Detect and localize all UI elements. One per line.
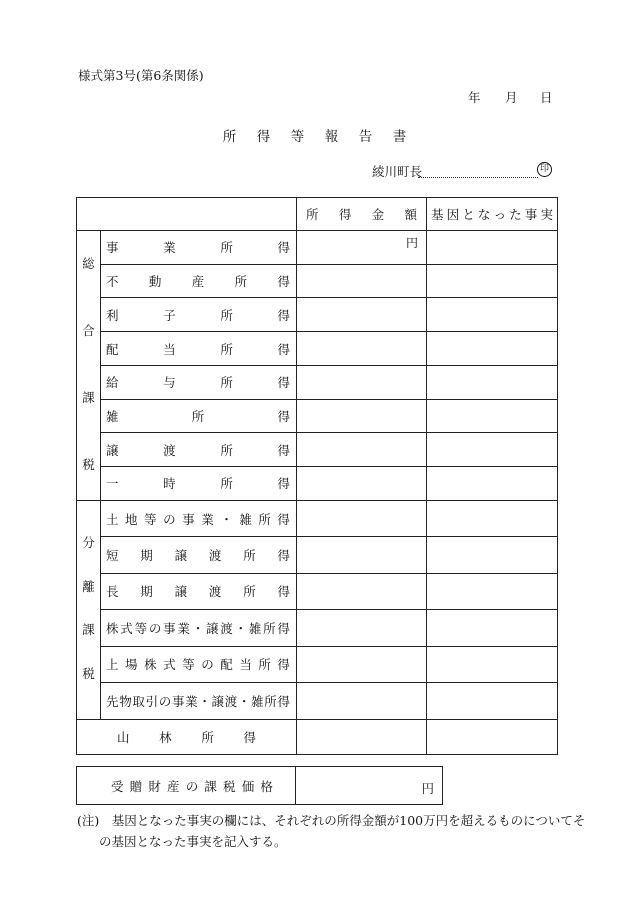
income-type-char: 得	[277, 408, 290, 424]
income-type-char: 所	[264, 693, 277, 709]
income-amount-field[interactable]	[297, 610, 427, 646]
income-type-char: ・	[237, 693, 251, 709]
income-type-char: 上	[106, 657, 119, 673]
category-char: 課	[82, 622, 95, 638]
table-row	[77, 264, 558, 298]
income-type-char: 子	[163, 307, 176, 323]
income-type-label	[101, 332, 297, 366]
income-type-char: 所	[220, 341, 233, 357]
gift-label-char: 産	[167, 778, 180, 794]
income-type-char: 渡	[224, 693, 238, 709]
income-type-char: 時	[163, 476, 176, 492]
income-type-char: 所	[234, 274, 248, 290]
header-fact-char: 基	[431, 207, 444, 222]
forest-income-char: 林	[159, 729, 172, 745]
gift-label-char: 価	[241, 778, 255, 794]
addressee: 綾川町長	[372, 164, 423, 179]
gift-label-char: 格	[260, 778, 273, 794]
basis-fact-field[interactable]	[427, 537, 558, 573]
note-line-2: の基因となった事実を記入する。	[99, 834, 287, 849]
income-type-label	[101, 264, 297, 298]
header-amount-char: 所	[306, 207, 319, 222]
income-type-char: 所	[220, 375, 233, 391]
category-bunri-kazei	[77, 500, 101, 719]
income-type-char: ・	[198, 693, 211, 709]
header-fact-char: た	[509, 207, 522, 222]
income-type-char: 得	[277, 511, 290, 527]
header-amount-char: 金	[371, 207, 385, 222]
income-type-char: 譲	[174, 547, 188, 563]
income-type-char: 得	[277, 442, 290, 458]
income-type-char: 譲	[106, 442, 119, 458]
table-row	[77, 399, 558, 433]
document-title	[0, 125, 630, 145]
income-type-label	[101, 646, 297, 682]
title-char: 報	[324, 129, 340, 145]
income-type-char: 配	[220, 657, 233, 673]
income-type-char: 等	[182, 657, 195, 673]
forest-fact-field[interactable]	[427, 719, 558, 754]
category-char: 分	[82, 535, 95, 551]
title-char: 得	[256, 129, 272, 145]
gift-label-char: 税	[223, 778, 236, 794]
header-fact-char: 実	[540, 207, 553, 222]
header-fact-char: と	[462, 207, 475, 222]
yen-unit: 円	[405, 236, 418, 250]
income-amount-field[interactable]	[297, 646, 427, 682]
income-type-char: 所	[191, 408, 205, 424]
table-row	[77, 231, 558, 265]
income-type-char: 配	[106, 341, 119, 357]
income-type-char: の	[148, 620, 162, 636]
basis-fact-field[interactable]	[427, 610, 558, 646]
income-type-char: の	[201, 657, 214, 673]
income-type-char: 雑	[106, 408, 119, 424]
income-type-char: 譲	[174, 584, 188, 600]
income-type-char: 業	[163, 240, 176, 256]
income-type-char: 業	[201, 511, 214, 527]
income-type-char: 得	[277, 476, 290, 492]
income-type-char: 得	[277, 693, 290, 709]
income-type-char: 等	[134, 620, 148, 636]
table-row	[77, 332, 558, 366]
header-fact-char: 事	[524, 207, 538, 222]
category-char: 合	[82, 322, 95, 338]
income-type-char: 株	[106, 620, 119, 636]
income-type-char: 所	[258, 511, 271, 527]
date-day-label: 日	[540, 90, 553, 105]
table-row	[77, 573, 558, 609]
form-number: 様式第3号(第6条関係)	[78, 68, 204, 83]
title-char: 所	[222, 129, 238, 145]
forest-income-char: 所	[201, 729, 214, 745]
basis-fact-field[interactable]	[427, 399, 558, 433]
income-type-char: 渡	[208, 547, 222, 563]
income-type-char: 不	[106, 274, 119, 290]
income-type-char: ・	[191, 620, 205, 636]
income-amount-field[interactable]	[297, 231, 427, 265]
income-type-char: 土	[106, 511, 119, 527]
income-amount-field[interactable]	[297, 433, 427, 467]
income-type-char: 所	[258, 657, 271, 673]
income-type-char: の	[163, 511, 176, 527]
gift-amount-field[interactable]	[296, 767, 443, 805]
income-table	[76, 197, 558, 755]
income-type-char: 当	[239, 657, 252, 673]
forest-income-char: 山	[117, 729, 130, 745]
income-type-label	[101, 365, 297, 399]
signature-line	[418, 177, 538, 178]
gift-label-char: 受	[111, 778, 124, 794]
title-char: 告	[358, 129, 374, 145]
income-type-char: 事	[171, 693, 185, 709]
income-type-char: 取	[132, 693, 145, 709]
income-type-char: 雑	[251, 693, 264, 709]
basis-fact-field[interactable]	[427, 332, 558, 366]
basis-fact-field[interactable]	[427, 646, 558, 682]
income-type-char: 所	[243, 584, 256, 600]
table-row	[77, 537, 558, 573]
income-type-char: 得	[277, 620, 290, 636]
income-type-char: 業	[177, 620, 190, 636]
income-type-char: 給	[106, 375, 119, 391]
income-type-char: 利	[106, 307, 119, 323]
income-type-label	[101, 683, 297, 720]
table-row	[77, 610, 558, 646]
table-row	[77, 500, 558, 536]
gift-label-char: 財	[148, 778, 161, 794]
income-type-char: ・	[220, 511, 233, 527]
basis-fact-field[interactable]	[427, 500, 558, 536]
income-type-char: 長	[106, 584, 119, 600]
gift-label-char: の	[185, 778, 199, 794]
table-row	[77, 467, 558, 501]
table-row	[77, 365, 558, 399]
header-fact-char: な	[477, 207, 491, 222]
income-type-char: 渡	[208, 584, 222, 600]
income-type-char: 得	[277, 240, 290, 256]
header-fact	[427, 198, 558, 231]
gift-label-char: 課	[204, 778, 217, 794]
income-type-char: の	[158, 693, 172, 709]
income-type-char: 当	[163, 341, 176, 357]
income-amount-field[interactable]	[297, 332, 427, 366]
income-amount-field[interactable]	[297, 537, 427, 573]
title-char: 等	[290, 129, 306, 145]
income-type-char: 引	[145, 693, 159, 709]
forest-amount-field[interactable]	[297, 719, 427, 754]
header-fact-char: っ	[493, 207, 507, 222]
income-type-char: 動	[148, 274, 162, 290]
income-type-char: 雑	[239, 511, 252, 527]
income-type-label	[101, 610, 297, 646]
income-type-char: 等	[144, 511, 157, 527]
income-type-char: 所	[220, 442, 233, 458]
income-type-char: 式	[120, 620, 133, 636]
gift-table	[76, 766, 443, 805]
income-amount-field[interactable]	[297, 573, 427, 609]
income-type-char: 得	[277, 274, 290, 290]
income-amount-field[interactable]	[297, 365, 427, 399]
income-amount-field[interactable]	[297, 467, 427, 501]
header-amount-char: 得	[338, 207, 352, 222]
header-fact-char: 因	[446, 207, 460, 222]
income-type-label	[101, 467, 297, 501]
basis-fact-field[interactable]	[427, 573, 558, 609]
gift-label-cell	[77, 767, 296, 805]
income-type-char: 所	[220, 307, 233, 323]
income-type-char: 得	[277, 584, 290, 600]
category-char: 税	[82, 666, 95, 682]
income-type-char: 場	[125, 657, 138, 673]
income-type-char: 短	[106, 547, 119, 563]
header-amount	[297, 198, 427, 231]
income-type-char: 所	[243, 547, 256, 563]
income-type-label	[101, 433, 297, 467]
basis-fact-field[interactable]	[427, 231, 558, 265]
income-type-char: 得	[277, 547, 290, 563]
note-line-1: (注) 基因となった事実の欄には、それぞれの所得金額が100万円を超えるものについてそ	[77, 813, 586, 828]
income-amount-field[interactable]	[297, 298, 427, 332]
income-type-char: 所	[263, 620, 276, 636]
basis-fact-field[interactable]	[427, 264, 558, 298]
income-type-char: 与	[163, 375, 176, 391]
income-type-char: 得	[277, 657, 290, 673]
category-char: 総	[82, 255, 95, 271]
header-blank	[77, 198, 297, 231]
income-type-label	[101, 298, 297, 332]
table-row	[77, 298, 558, 332]
seal-mark: 印	[537, 162, 552, 177]
income-type-char: 事	[182, 511, 195, 527]
income-type-char: 事	[163, 620, 176, 636]
income-type-char: 株	[144, 657, 157, 673]
gift-label-char: 贈	[129, 778, 143, 794]
income-type-char: 事	[106, 240, 119, 256]
income-type-char: 一	[106, 476, 119, 492]
income-type-char: 期	[140, 584, 153, 600]
income-type-char: 譲	[205, 620, 219, 636]
category-char: 離	[82, 578, 95, 594]
income-type-char: 業	[185, 693, 198, 709]
basis-fact-field[interactable]	[427, 433, 558, 467]
gift-yen-unit: 円	[421, 781, 434, 796]
table-row	[77, 433, 558, 467]
table-row	[77, 683, 558, 720]
income-type-char: 地	[125, 511, 138, 527]
table-row	[77, 719, 558, 754]
basis-fact-field[interactable]	[427, 467, 558, 501]
income-type-char: 得	[277, 307, 290, 323]
income-amount-field[interactable]	[297, 264, 427, 298]
basis-fact-field[interactable]	[427, 683, 558, 720]
title-char: 書	[392, 129, 408, 145]
date-year-label: 年	[468, 90, 481, 105]
income-type-char: 譲	[211, 693, 225, 709]
category-char: 課	[82, 390, 95, 405]
income-type-char: 産	[191, 274, 205, 290]
basis-fact-field[interactable]	[427, 298, 558, 332]
income-type-label	[101, 231, 297, 265]
income-type-char: 期	[140, 547, 153, 563]
income-type-char: 物	[119, 693, 132, 709]
forest-income-char: 得	[243, 729, 256, 745]
income-type-char: 先	[106, 693, 119, 709]
category-char: 税	[82, 457, 95, 473]
income-type-char: 渡	[220, 620, 233, 636]
forest-income-label	[77, 719, 297, 754]
income-type-char: ・	[234, 620, 248, 636]
income-amount-field[interactable]	[297, 399, 427, 433]
basis-fact-field[interactable]	[427, 365, 558, 399]
income-type-char: 渡	[163, 442, 176, 458]
income-type-char: 所	[220, 476, 233, 492]
income-amount-field[interactable]	[297, 500, 427, 536]
date-month-label: 月	[505, 90, 518, 105]
income-type-char: 得	[277, 375, 290, 391]
header-amount-char: 額	[404, 207, 417, 222]
income-type-char: 雑	[248, 620, 262, 636]
income-type-label	[101, 500, 297, 536]
income-type-label	[101, 573, 297, 609]
income-type-label	[101, 399, 297, 433]
table-row	[77, 646, 558, 682]
income-type-char: 式	[163, 657, 176, 673]
income-amount-field[interactable]	[297, 683, 427, 720]
income-type-label	[101, 537, 297, 573]
income-type-char: 所	[220, 240, 233, 256]
income-type-char: 得	[277, 341, 290, 357]
category-sogo-kazei	[77, 231, 101, 501]
